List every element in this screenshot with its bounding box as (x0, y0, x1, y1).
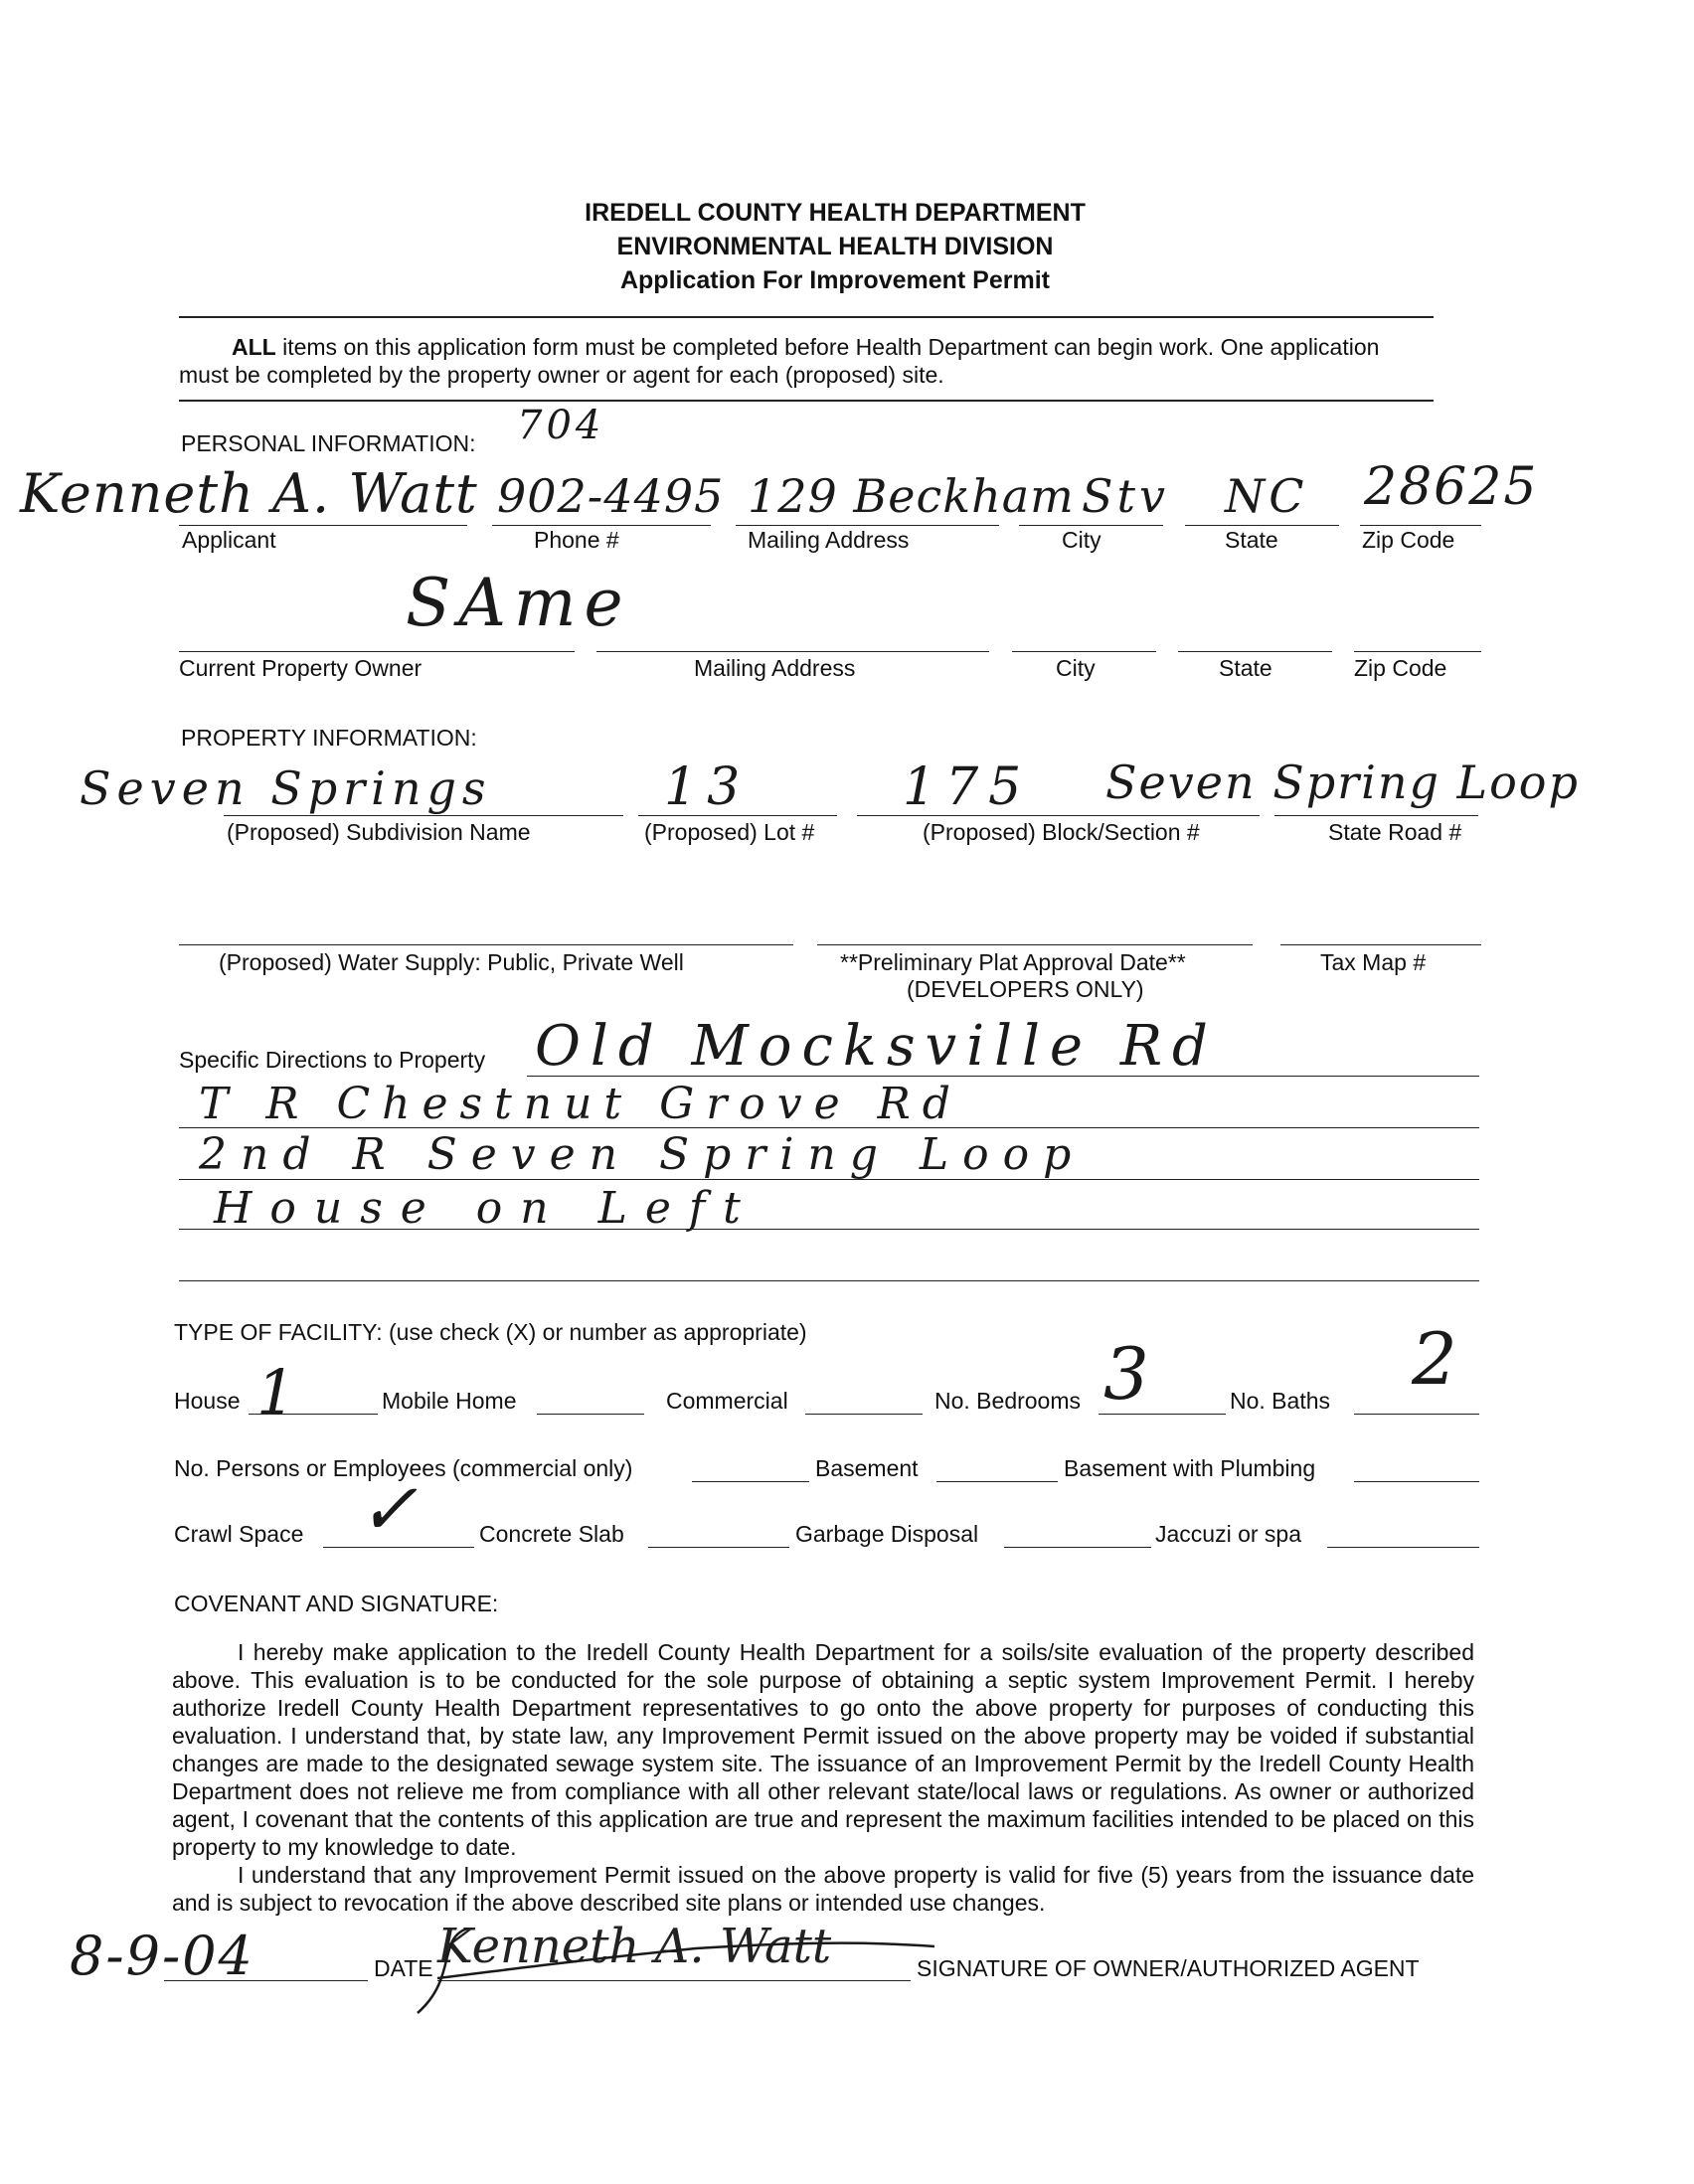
commercial-line (805, 1414, 923, 1415)
owner-address-line (596, 651, 989, 652)
jacuzzi-label: Jaccuzi or spa (1155, 1521, 1302, 1547)
date-line (164, 1980, 368, 1981)
concrete-slab-label: Concrete Slab (479, 1521, 624, 1547)
lot-label: (Proposed) Lot # (644, 819, 815, 845)
mobile-home-label: Mobile Home (382, 1388, 517, 1414)
area-code-handwritten: 704 (517, 403, 605, 448)
signature-scribble (398, 1919, 954, 2028)
taxmap-line (1280, 944, 1481, 945)
signature-label: SIGNATURE OF OWNER/AUTHORIZED AGENT (917, 1955, 1420, 1981)
covenant-paragraph-2: I understand that any Improvement Permit issued on the above property is valid for five (5) years from the issuance date and is subject to revocation if the above described site plans or intended use changes. (172, 1862, 1474, 1916)
owner-line (179, 651, 575, 652)
applicant-zip-value: 28625 (1364, 457, 1539, 517)
directions-line-2: T R Chestnut Grove Rd (199, 1079, 962, 1129)
date-value: 8-9-04 (70, 1925, 254, 1987)
owner-zip-line (1354, 651, 1481, 652)
owner-state-line (1178, 651, 1332, 652)
road-label: State Road # (1328, 819, 1462, 845)
address-line (736, 525, 999, 526)
crawl-space-label: Crawl Space (174, 1521, 304, 1547)
block-label: (Proposed) Block/Section # (923, 819, 1200, 845)
directions-line-3-rule (179, 1179, 1479, 1180)
directions-line-1: Old Mocksville Rd (535, 1014, 1218, 1079)
block-line (857, 815, 1260, 816)
facility-section-label: TYPE OF FACILITY: (174, 1319, 383, 1345)
mailing-address-label: Mailing Address (748, 527, 910, 553)
zip-line (1360, 525, 1481, 526)
header-rule (179, 316, 1434, 318)
form-title: Application For Improvement Permit (619, 266, 1050, 294)
applicant-label: Applicant (182, 527, 276, 553)
signature-value: Kenneth A. Watt (437, 1919, 832, 1974)
phone-line (492, 525, 711, 526)
covenant-text (172, 1638, 1474, 1917)
road-value: Seven Spring Loop (1105, 756, 1580, 809)
water-line (179, 944, 793, 945)
lot-value: 13 (664, 757, 751, 817)
notice-line-1 (232, 334, 1379, 361)
commercial-label: Commercial (666, 1388, 788, 1414)
applicant-name-value: Kenneth A. Watt (20, 462, 478, 525)
applicant-address-value: 129 Beckham (748, 469, 1075, 523)
owner-city-label: City (1056, 655, 1096, 681)
basement-plumbing-label: Basement with Plumbing (1064, 1455, 1316, 1481)
property-section-label: PROPERTY INFORMATION: (181, 725, 477, 751)
plat-line (817, 944, 1253, 945)
baths-label: No. Baths (1230, 1388, 1330, 1414)
applicant-state-value: NC (1225, 469, 1308, 523)
persons-line (692, 1481, 809, 1482)
water-supply-label: (Proposed) Water Supply: Public, Private Well (219, 949, 684, 975)
facility-section-label-row (174, 1319, 807, 1346)
applicant-phone-value: 902-4495 (497, 469, 725, 523)
notice-rule (179, 400, 1434, 402)
division-title: ENVIRONMENTAL HEALTH DIVISION (616, 233, 1054, 260)
directions-line-2-rule (179, 1127, 1479, 1128)
subdivision-value: Seven Springs (80, 761, 492, 815)
owner-city-line (1012, 651, 1156, 652)
owner-label: Current Property Owner (179, 655, 423, 681)
applicant-city-value: Stv (1082, 469, 1169, 523)
applicant-line (179, 525, 467, 526)
crawl-space-check: ✓ (358, 1467, 423, 1551)
directions-label: Specific Directions to Property (179, 1047, 486, 1073)
state-line (1185, 525, 1339, 526)
covenant-section-label: COVENANT AND SIGNATURE: (174, 1591, 499, 1616)
bedrooms-value: 3 (1103, 1332, 1153, 1416)
taxmap-label: Tax Map # (1320, 949, 1427, 975)
phone-label: Phone # (534, 527, 619, 553)
city-line (1019, 525, 1163, 526)
block-value: 175 (903, 757, 1032, 817)
persons-label: No. Persons or Employees (commercial only) (174, 1455, 633, 1481)
directions-line-1-rule (527, 1076, 1479, 1077)
plat-developers-label: (DEVELOPERS ONLY) (907, 976, 1144, 1002)
subdivision-label: (Proposed) Subdivision Name (227, 819, 531, 845)
personal-section-label: PERSONAL INFORMATION: (181, 430, 476, 456)
house-label: House (174, 1388, 241, 1414)
notice-line-2: must be completed by the property owner or agent for each (proposed) site. (179, 362, 944, 388)
garbage-disposal-label: Garbage Disposal (795, 1521, 979, 1547)
owner-zip-label: Zip Code (1354, 655, 1447, 681)
plat-date-label: **Preliminary Plat Approval Date** (840, 949, 1186, 975)
lot-line (638, 815, 837, 816)
mobile-home-line (537, 1414, 644, 1415)
baths-line (1354, 1414, 1479, 1415)
notice-bold: ALL (232, 334, 276, 360)
state-label: State (1225, 527, 1278, 553)
city-label: City (1062, 527, 1101, 553)
concrete-slab-line (648, 1547, 789, 1548)
road-line (1274, 815, 1478, 816)
basement-line (936, 1481, 1058, 1482)
owner-address-label: Mailing Address (694, 655, 856, 681)
directions-line-4-rule (179, 1229, 1479, 1230)
basement-label: Basement (815, 1455, 919, 1481)
subdivision-line (224, 815, 623, 816)
notice-text-1: items on this application form must be completed before Health Department can begin work. One application (275, 334, 1380, 360)
covenant-paragraph-1: I hereby make application to the Iredell County Health Department for a soils/site evaluation of the property described above. This evaluation is to be conducted for the sole purpose of obtaining a septic system Improvement Permit. I hereby authorize Iredell County Health Department representatives to go onto the above property for purposes of conducting this evaluation. I understand that, by state law, any Improvement Permit issued on the above property may be voided if substantial changes are made to the designated sewage system site. The issuance of an Improvement Permit by the Iredell County Health Department does not relieve me from compliance with all other relevant state/local laws or regulations. As owner or authorized agent, I covenant that the contents of this application are true and represent the maximum facilities intended to be placed on this property to my knowledge to date. (172, 1639, 1474, 1860)
directions-line-5-rule (179, 1280, 1479, 1281)
house-value: 1 (256, 1356, 300, 1428)
agency-title: IREDELL COUNTY HEALTH DEPARTMENT (585, 199, 1086, 227)
bedrooms-label: No. Bedrooms (934, 1388, 1082, 1414)
owner-value: SAme (406, 565, 631, 641)
basement-plumbing-line (1354, 1481, 1479, 1482)
owner-state-label: State (1219, 655, 1272, 681)
baths-value: 2 (1412, 1317, 1461, 1401)
facility-instruction: (use check (X) or number as appropriate) (389, 1319, 807, 1345)
zip-label: Zip Code (1362, 527, 1455, 553)
garbage-disposal-line (1004, 1547, 1151, 1548)
jacuzzi-line (1327, 1547, 1479, 1548)
date-label: DATE (374, 1955, 433, 1981)
directions-line-4: House on Left (214, 1183, 759, 1234)
directions-line-3: 2nd R Seven Spring Loop (199, 1129, 1086, 1180)
